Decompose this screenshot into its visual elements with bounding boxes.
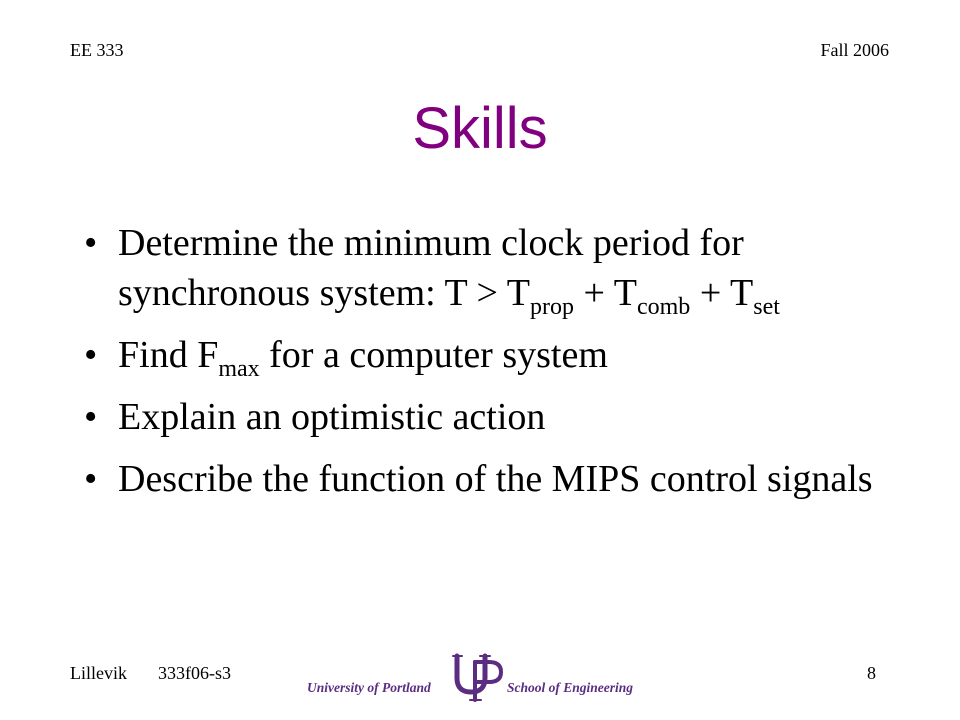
bullet-text-line1: Determine the minimum clock period for	[118, 222, 744, 264]
bullet-list	[84, 218, 904, 516]
bullet-item-mips	[84, 454, 904, 504]
bullet-item-fmax	[84, 330, 904, 380]
bullet-text: Describe the function of the MIPS control signals	[118, 458, 873, 500]
bullet-text-prefix: Find F	[118, 334, 219, 376]
bullet-dot: •	[84, 396, 98, 438]
up-monogram-icon	[451, 652, 507, 702]
bullet-text-line2: synchronous system: T > T	[118, 272, 531, 314]
bullet-text: Explain an optimistic action	[118, 396, 546, 438]
bullet-dot: •	[84, 222, 98, 264]
bullet-text-plus-2: + T	[690, 272, 754, 314]
page-number: 8	[867, 663, 876, 683]
term-label: Fall 2006	[820, 40, 889, 60]
bullet-item-optimistic	[84, 392, 904, 442]
school-name: School of Engineering	[507, 680, 634, 695]
course-label: EE 333	[70, 40, 124, 60]
file-code-label: 333f06-s3	[158, 663, 231, 683]
bullet-item-clock-period	[84, 218, 904, 318]
subscript-set: set	[753, 294, 780, 320]
university-name: University of Portland	[307, 680, 431, 695]
university-logo	[307, 652, 652, 702]
subscript-max: max	[218, 356, 260, 382]
bullet-dot: •	[84, 458, 98, 500]
slide-title: Skills	[412, 96, 548, 161]
bullet-text-suffix: for a computer system	[259, 334, 608, 376]
subscript-comb: comb	[636, 294, 691, 320]
subscript-prop: prop	[530, 294, 575, 320]
bullet-dot: •	[84, 334, 98, 376]
author-label: Lillevik	[70, 663, 127, 683]
bullet-text-plus-1: + T	[574, 272, 637, 314]
